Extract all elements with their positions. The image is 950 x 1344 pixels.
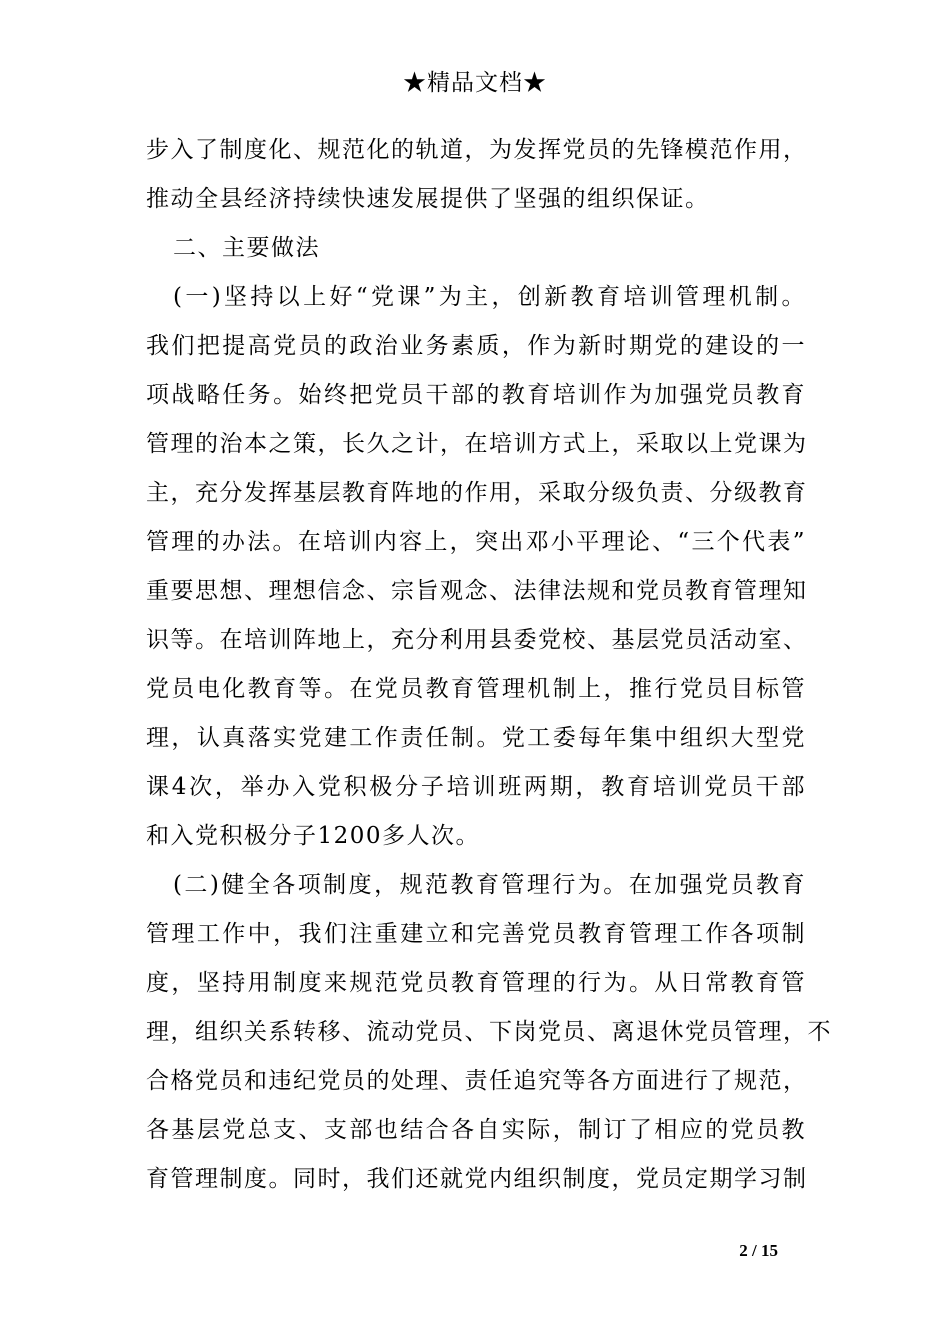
- text-line: 合格党员和违纪党员的处理、责任追究等各方面进行了规范，: [146, 1068, 808, 1094]
- text-line: 推动全县经济持续快速发展提供了坚强的组织保证。: [146, 186, 710, 212]
- text-line: 课4次，举办入党积极分子培训班两期，教育培训党员干部: [146, 774, 806, 800]
- section-heading: 二、主要做法: [173, 235, 320, 261]
- text-line: 各基层党总支、支部也结合各自实际，制订了相应的党员教: [146, 1117, 806, 1143]
- subsection-heading: (二)健全各项制度，规范教育管理行为。在加强党员教育: [173, 872, 806, 898]
- text-line: 识等。在培训阵地上，充分利用县委党校、基层党员活动室、: [146, 627, 808, 653]
- text-line: 理，认真落实党建工作责任制。党工委每年集中组织大型党: [146, 725, 806, 751]
- text-line: 重要思想、理想信念、宗旨观念、法律法规和党员教育管理知: [146, 578, 808, 604]
- document-body: [146, 126, 832, 1204]
- text-line: 我们把提高党员的政治业务素质，作为新时期党的建设的一: [146, 333, 806, 359]
- text-line: 理，组织关系转移、流动党员、下岗党员、离退休党员管理，不: [146, 1019, 832, 1045]
- text-line: 和入党积极分子1200多人次。: [146, 823, 481, 849]
- text-line: 度，坚持用制度来规范党员教育管理的行为。从日常教育管: [146, 970, 806, 996]
- text-line: 管理的办法。在培训内容上，突出邓小平理论、“三个代表”: [146, 529, 806, 555]
- page-header-title: ★精品文档★: [403, 70, 547, 96]
- page-number: 2 / 15: [739, 1241, 778, 1260]
- text-line: 主，充分发挥基层教育阵地的作用，采取分级负责、分级教育: [146, 480, 808, 506]
- text-line: 管理工作中，我们注重建立和完善党员教育管理工作各项制: [146, 921, 806, 947]
- text-line: 项战略任务。始终把党员干部的教育培训作为加强党员教育: [146, 382, 806, 408]
- text-line: 育管理制度。同时，我们还就党内组织制度，党员定期学习制: [146, 1166, 808, 1192]
- text-line: 管理的治本之策，长久之计，在培训方式上，采取以上党课为: [146, 431, 808, 457]
- text-line: 党员电化教育等。在党员教育管理机制上，推行党员目标管: [146, 676, 806, 702]
- text-line: 步入了制度化、规范化的轨道，为发挥党员的先锋模范作用，: [146, 137, 808, 163]
- subsection-heading: (一)坚持以上好“党课”为主，创新教育培训管理机制。: [173, 284, 806, 310]
